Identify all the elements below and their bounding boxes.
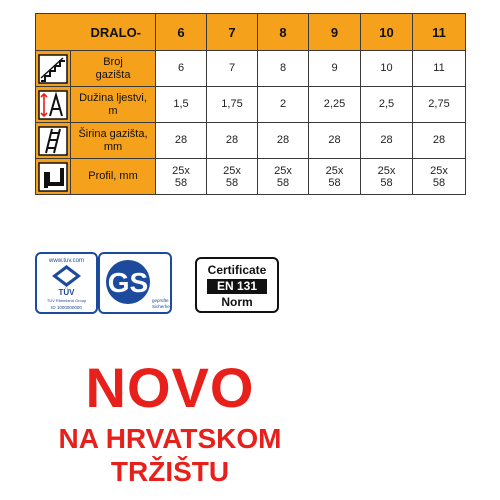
promo-headline: NOVO [85,356,255,419]
column-header: 6 [156,14,207,51]
promo-subline: NA HRVATSKOM [58,423,282,454]
table-row [36,87,466,123]
svg-text:ID 1000000000: ID 1000000000 [51,305,82,310]
stairs-icon [36,51,71,87]
promo-subline: TRŽIŠTU [110,456,230,487]
table-row [36,159,466,195]
svg-text:TÜV Rheinland Group: TÜV Rheinland Group [46,298,87,303]
table-cell: 25x 58 [258,159,309,195]
certificate-badge [195,257,279,313]
table-cell: 28 [361,123,413,159]
svg-text:Sicherheit: Sicherheit [152,304,172,309]
table-cell: 28 [413,123,466,159]
column-header: 8 [258,14,309,51]
svg-text:geprüfte: geprüfte [152,298,169,303]
table-cell: 28 [309,123,361,159]
tuv-logo [35,252,98,314]
table-cell: 25x 58 [361,159,413,195]
table-cell: 7 [207,51,258,87]
column-header: 11 [413,14,466,51]
table-cell: 25x 58 [207,159,258,195]
column-header: 10 [361,14,413,51]
row-label: Širina gazišta, mm [71,123,156,159]
table-cell: 9 [309,51,361,87]
table-cell: 2 [258,87,309,123]
table-cell: 28 [207,123,258,159]
row-label: Broj gazišta [71,51,156,87]
table-cell: 8 [258,51,309,87]
gs-logo [98,252,172,314]
table-cell: 1,5 [156,87,207,123]
table-cell: 2,75 [413,87,466,123]
product-label: DRALO- [36,14,156,51]
table-cell: 25x 58 [309,159,361,195]
svg-text:GS: GS [107,267,149,298]
profile-icon [36,159,71,195]
spec-table [35,13,466,195]
table-cell: 25x 58 [156,159,207,195]
table-cell: 6 [156,51,207,87]
column-header: 9 [309,14,361,51]
table-cell: 11 [413,51,466,87]
certificate-norm: Norm [221,295,253,309]
svg-text:TÜV: TÜV [58,288,75,297]
certificate-code: EN 131 [207,279,267,294]
table-cell: 25x 58 [413,159,466,195]
table-cell: 2,5 [361,87,413,123]
table-cell: 1,75 [207,87,258,123]
ladder-width-icon [36,123,71,159]
column-header: 7 [207,14,258,51]
table-cell: 28 [258,123,309,159]
table-cell: 28 [156,123,207,159]
table-row [36,51,466,87]
svg-text:www.tuv.com: www.tuv.com [49,258,84,264]
length-icon [36,87,71,123]
certificate-title: Certificate [207,263,267,277]
row-label: Dužina ljestvi, m [71,87,156,123]
table-cell: 10 [361,51,413,87]
table-cell: 2,25 [309,87,361,123]
row-label: Profil, mm [71,159,156,195]
table-header-row [36,14,466,51]
table-row [36,123,466,159]
